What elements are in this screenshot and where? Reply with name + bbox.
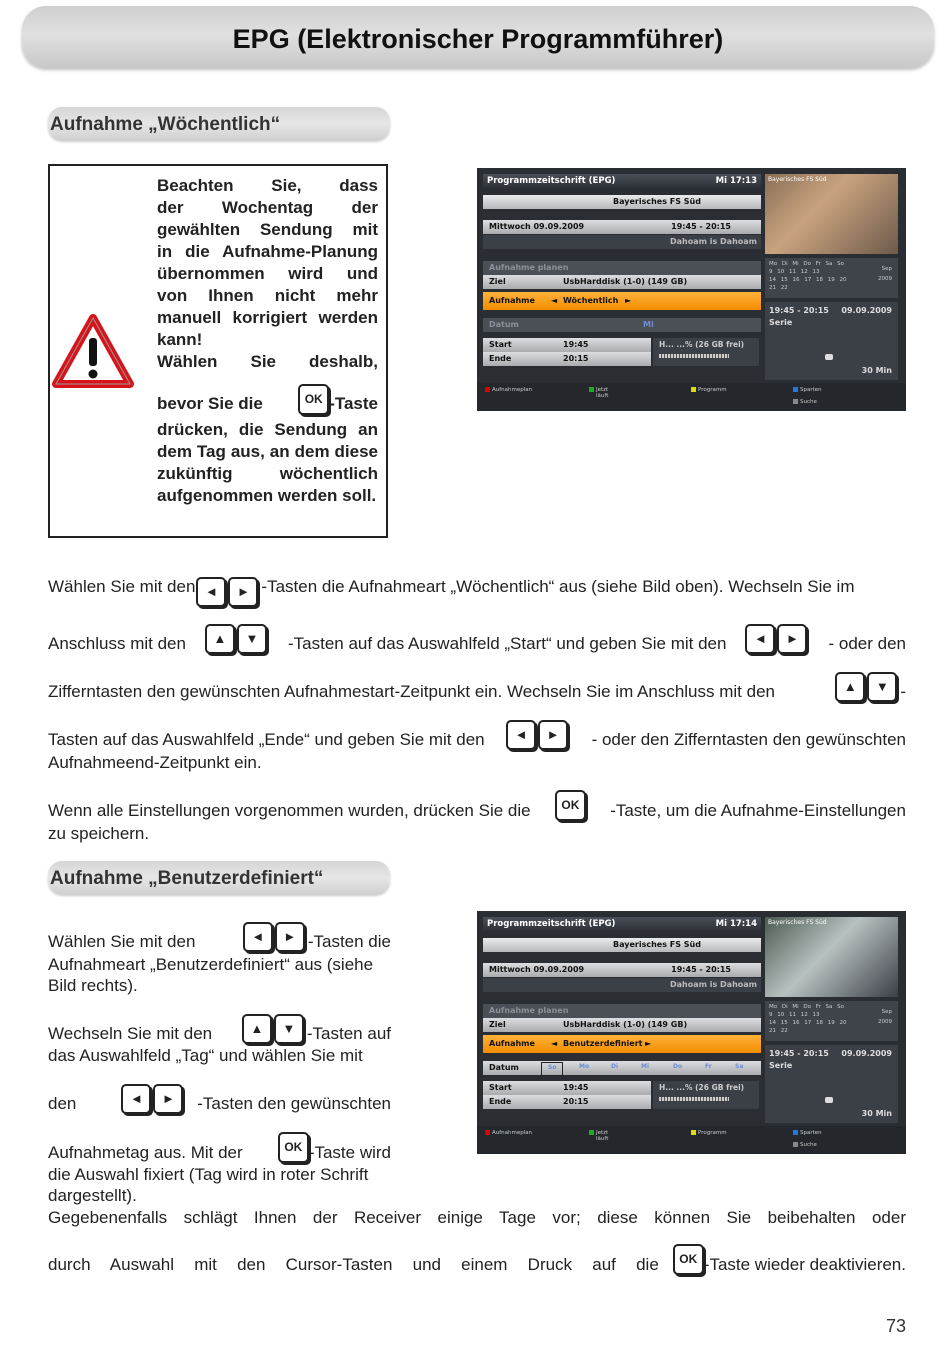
ok-key-icon: OK	[555, 790, 586, 821]
start-row: Start 19:45	[483, 1081, 651, 1095]
paragraph-line: die Auswahl fixiert (Tag wird in roter Schrift	[48, 1165, 369, 1184]
start-row: Start 19:45	[483, 338, 651, 352]
calendar-month: Sep	[881, 1009, 892, 1015]
warning-line: Wählen Sie deshalb,	[157, 352, 378, 371]
ok-key-icon: OK	[673, 1244, 704, 1275]
warning-line: übernommen wird und	[157, 264, 378, 283]
paragraph-line: Tasten auf das Auswahlfeld „Ende“ und geben Sie mit den ◄ ► - oder den Zifferntasten den gewünschten	[48, 720, 906, 750]
paragraph-line: Wechseln Sie mit den ▲ ▼ -Tasten auf	[48, 1014, 391, 1044]
paragraph-line: durch Auswahl mit den Cursor-Tasten und einem Druck auf die OK -Taste wieder deaktivieren.	[48, 1244, 906, 1275]
warning-line: von Ihnen nicht mehr	[157, 286, 378, 305]
paragraph-line: Anschluss mit den ▲ ▼ -Tasten auf das Auswahlfeld „Start“ und geben Sie mit den ◄ ► - oder den	[48, 624, 906, 654]
warning-tail: drücken, die Sendung an dem Tag aus, an dem diese zukünftig wöchentlich aufgenommen werden soll.	[157, 420, 378, 505]
epg-footer: Aufnahmeplan Jetzt läuft Programm Sparten Suche	[477, 383, 906, 411]
right-arrow-key-icon: ►	[275, 922, 305, 952]
up-arrow-key-icon: ▲	[242, 1014, 272, 1044]
epg-header: Programmzeitschrift (EPG) Mi 17:13	[483, 174, 761, 188]
right-arrow-key-icon: ►	[228, 577, 258, 607]
channel-bar: Bayerisches FS Süd	[483, 938, 761, 952]
channel-bar: Bayerisches FS Süd	[483, 195, 761, 209]
day-option[interactable]: Mi	[641, 1063, 650, 1070]
show-row: Dahoam is Dahoam	[483, 235, 761, 249]
plan-row: Aufnahme planen	[483, 1004, 761, 1018]
program-info: 19:45 - 20:15 09.09.2009 Serie 30 Min	[765, 302, 898, 380]
aufnahme-row: Aufnahme ◄ Benutzerdefiniert ►	[483, 1035, 761, 1053]
ende-row: Ende 20:15	[483, 352, 651, 366]
paragraph-line: Wählen Sie mit den ◄ ► -Tasten die Aufnahmeart „Wöchentlich“ aus (siehe Bild oben). Wechseln Sie im	[48, 576, 906, 607]
day-option[interactable]: Mo	[579, 1063, 590, 1070]
left-arrow-key-icon: ◄	[121, 1084, 151, 1114]
disk-space: H... ...% (26 GB frei)	[653, 338, 759, 366]
plan-row: Aufnahme planen	[483, 261, 761, 275]
up-arrow-key-icon: ▲	[835, 672, 865, 702]
calendar-year: 2009	[878, 1019, 892, 1025]
paragraph-line: Gegebenenfalls schlägt Ihnen der Receiver einige Tage vor; diese können Sie beibehalten oder	[48, 1208, 906, 1227]
right-arrow-key-icon: ►	[777, 624, 807, 654]
warning-text-block	[157, 175, 378, 373]
calendar-row: 9 10 11 12 13	[769, 1012, 820, 1018]
video-thumbnail: Bayerisches FS Süd	[765, 917, 898, 997]
warning-line: kann!	[157, 330, 203, 349]
video-thumbnail: Bayerisches FS Süd	[765, 174, 898, 254]
show-row: Dahoam is Dahoam	[483, 978, 761, 992]
paragraph-line: Bild rechts).	[48, 976, 138, 995]
paragraph-line: das Auswahlfeld „Tag“ und wählen Sie mit	[48, 1046, 363, 1065]
section-title-weekly: Aufnahme „Wöchentlich“	[48, 107, 390, 141]
paragraph-line: Aufnahmetag aus. Mit der OK -Taste wird	[48, 1132, 391, 1163]
warning-triangle-icon	[52, 314, 134, 388]
calendar-year: 2009	[878, 276, 892, 282]
down-arrow-key-icon: ▼	[867, 672, 897, 702]
day-option[interactable]: Sa	[735, 1063, 744, 1070]
epg-screenshot-weekly	[477, 168, 906, 411]
warning-line: manuell korrigiert werden	[157, 308, 378, 327]
page-number: 73	[885, 1316, 906, 1336]
datum-row: Datum So Mo Di Mi Do Fr Sa	[483, 1061, 761, 1075]
epg-header: Programmzeitschrift (EPG) Mi 17:14	[483, 917, 761, 931]
warning-line: der Wochentag der	[157, 198, 378, 217]
down-arrow-key-icon: ▼	[237, 624, 267, 654]
calendar-days: Mo Di Mi Do Fr Sa So	[769, 261, 844, 267]
calendar-row: 21 22	[769, 285, 788, 291]
ziel-row: Ziel UsbHarddisk (1-0) (149 GB)	[483, 1018, 761, 1032]
calendar-days: Mo Di Mi Do Fr Sa So	[769, 1004, 844, 1010]
aufnahme-row: Aufnahme ◄ Wöchentlich ►	[483, 292, 761, 310]
ok-key-icon: OK	[278, 1132, 309, 1163]
epg-screenshot-custom	[477, 911, 906, 1154]
ende-row: Ende 20:15	[483, 1095, 651, 1109]
warning-line: Beachten Sie, dass	[157, 176, 378, 195]
up-arrow-key-icon: ▲	[205, 624, 235, 654]
day-option[interactable]: Fr	[705, 1063, 712, 1070]
ziel-row: Ziel UsbHarddisk (1-0) (149 GB)	[483, 275, 761, 289]
paragraph-line: dargestellt).	[48, 1186, 137, 1205]
day-option[interactable]: Di	[611, 1063, 619, 1070]
warning-line: gewählten Sendung mit	[157, 220, 378, 239]
left-arrow-key-icon: ◄	[506, 720, 536, 750]
paragraph-line: zu speichern.	[48, 824, 150, 843]
section-title-custom: Aufnahme „Benutzerdefiniert“	[48, 861, 390, 895]
paragraph-line: Zifferntasten den gewünschten Aufnahmestart-Zeitpunkt ein. Wechseln Sie im Anschluss mit den ▲ ▼ -	[48, 672, 906, 702]
paragraph-line: Aufnahmeend-Zeitpunkt ein.	[48, 753, 262, 772]
calendar-month: Sep	[881, 266, 892, 272]
calendar-row: 14 15 16 17 18 19 20	[769, 277, 847, 283]
day-option[interactable]: Do	[673, 1063, 683, 1070]
paragraph-line: Wenn alle Einstellungen vorgenommen wurden, drücken Sie die OK -Taste, um die Aufnahme-Einstellungen	[48, 790, 906, 821]
left-arrow-key-icon: ◄	[243, 922, 273, 952]
calendar-row: 9 10 11 12 13	[769, 269, 820, 275]
left-arrow-key-icon: ◄	[196, 577, 226, 607]
datum-row: Datum Mi	[483, 318, 761, 332]
right-arrow-key-icon: ►	[153, 1084, 183, 1114]
down-arrow-key-icon: ▼	[274, 1014, 304, 1044]
warning-key-line	[157, 384, 378, 415]
date-row: Mittwoch 09.09.2009 19:45 - 20:15	[483, 963, 761, 977]
right-arrow-key-icon: ►	[538, 720, 568, 750]
date-row: Mittwoch 09.09.2009 19:45 - 20:15	[483, 220, 761, 234]
mini-calendar	[765, 1001, 898, 1041]
day-option[interactable]: So	[541, 1062, 563, 1076]
paragraph-line: den ◄ ► -Tasten den gewünschten	[48, 1084, 391, 1114]
warning-line: -Taste	[329, 394, 378, 413]
mini-calendar	[765, 258, 898, 298]
ok-key-icon: OK	[298, 384, 329, 415]
calendar-row: 21 22	[769, 1028, 788, 1034]
paragraph-line: Aufnahmeart „Benutzerdefiniert“ aus (siehe	[48, 955, 374, 974]
left-arrow-key-icon: ◄	[745, 624, 775, 654]
warning-line: bevor Sie die	[157, 394, 263, 413]
page-title: EPG (Elektronischer Programmführer)	[22, 6, 934, 68]
disk-space: H... ...% (26 GB frei)	[653, 1081, 759, 1109]
program-info: 19:45 - 20:15 09.09.2009 Serie 30 Min	[765, 1045, 898, 1123]
epg-footer: Aufnahmeplan Jetzt läuft Programm Sparten Suche	[477, 1126, 906, 1154]
warning-line: in die Aufnahme-Planung	[157, 242, 378, 261]
calendar-row: 14 15 16 17 18 19 20	[769, 1020, 847, 1026]
paragraph-line: Wählen Sie mit den ◄ ► -Tasten die	[48, 922, 391, 952]
